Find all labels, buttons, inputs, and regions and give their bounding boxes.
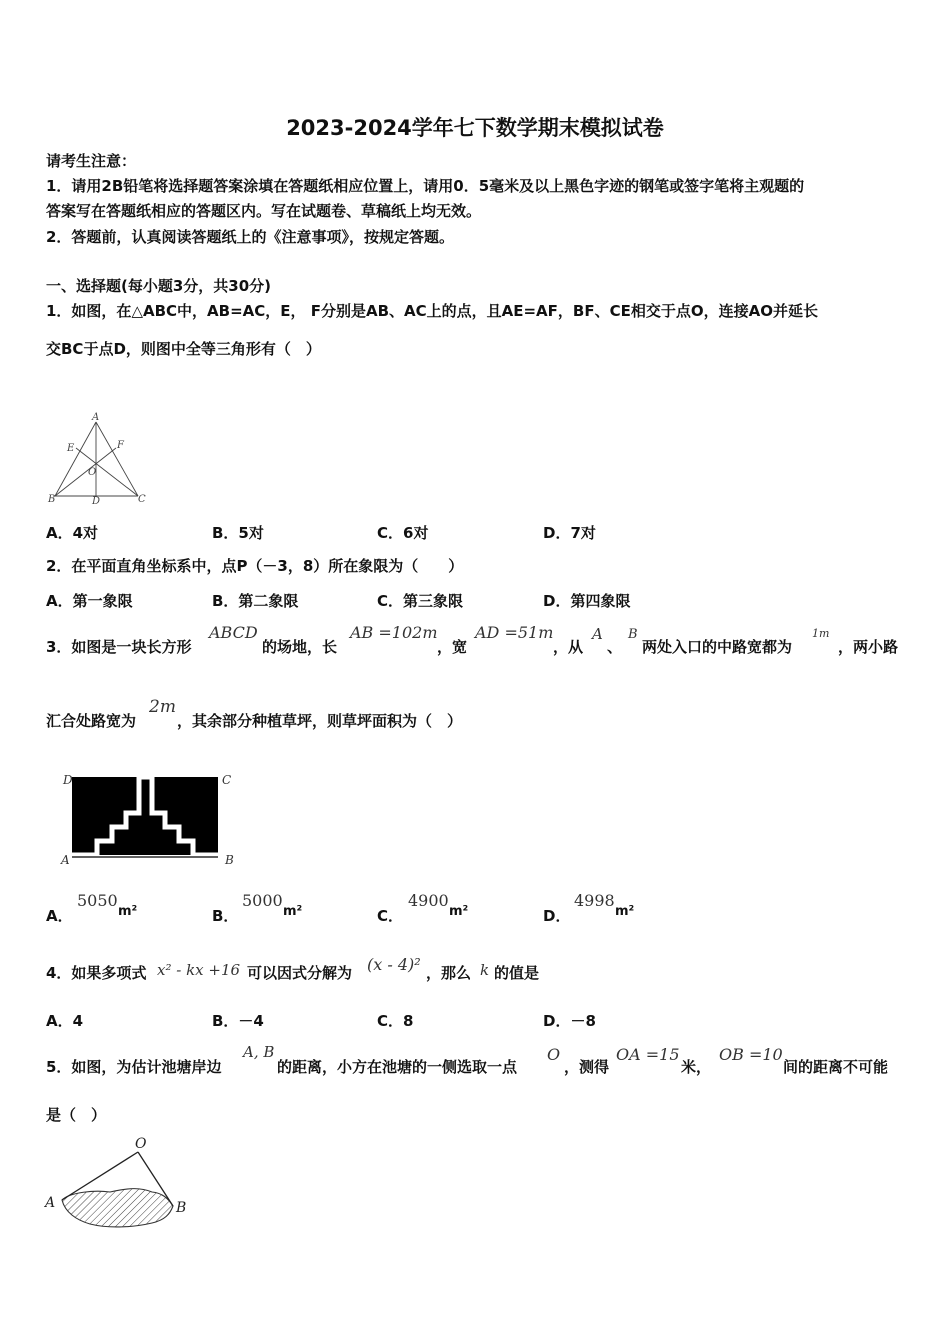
notice-line-2: 2．答题前，认真阅读答题纸上的《注意事项》，按规定答题。 — [46, 228, 454, 246]
q2-option-d[interactable]: D．第四象限 — [543, 592, 631, 610]
q3-option-c-value[interactable]: 4900 — [408, 891, 449, 910]
q3-label-d: D — [63, 773, 73, 787]
q3-option-a-letter[interactable]: A． — [46, 907, 73, 925]
q3-text-5: 、 — [607, 638, 623, 656]
q3-option-b-value[interactable]: 5000 — [242, 891, 283, 910]
q5-text-1: 5．如图，为估计池塘岸边 — [46, 1058, 222, 1076]
q3-math-a: A — [592, 625, 603, 643]
q4-math-k: k — [480, 961, 490, 979]
q1-line-1: 1．如图，在△ABC中，AB=AC，E， F分别是AB、AC上的点，且AE=AF，BF、CE相交于点O，连接AO并延长 — [46, 302, 818, 320]
q1-option-a[interactable]: A．4对 — [46, 524, 99, 542]
q1-option-c[interactable]: C．6对 — [377, 524, 429, 542]
q3-math-width-2: 2m — [149, 697, 176, 717]
q5-text-3: ，测得 — [564, 1058, 610, 1076]
q4-option-d[interactable]: D．－8 — [543, 1012, 596, 1030]
q1-triangle-figure — [48, 412, 158, 507]
q4-text-2: 可以因式分解为 — [247, 964, 353, 982]
q1-label-a: A — [92, 412, 100, 423]
q5-text-5: 间的距离不可能 — [783, 1058, 889, 1076]
q3-text-3: ，宽 — [437, 638, 468, 656]
q3-option-b-letter[interactable]: B． — [212, 907, 239, 925]
page-title: 2023-2024学年七下数学期末模拟试卷 — [286, 116, 664, 140]
q3-label-b: B — [225, 853, 234, 867]
q5-math-ob: OB =10 — [719, 1045, 783, 1064]
q3-text-7: ，两小路 — [838, 638, 899, 656]
q1-label-d: D — [92, 496, 101, 507]
notice-line-1b: 答案写在答题纸相应的答题区内。写在试题卷、草稿纸上均无效。 — [46, 202, 482, 220]
notice-line-1a: 1．请用2B铅笔将选择题答案涂填在答题纸相应位置上，请用0．5毫米及以上黑色字迹的钢笔或签字笔将主观题的 — [46, 177, 805, 195]
q3-text-8: 汇合处路宽为 — [46, 712, 137, 730]
q3-label-c: C — [222, 773, 232, 787]
q3-option-d-value[interactable]: 4998 — [574, 891, 615, 910]
q2-option-a[interactable]: A．第一象限 — [46, 592, 133, 610]
q3-option-c-letter[interactable]: C． — [377, 907, 404, 925]
q3-text-1: 3．如图是一块长方形 — [46, 638, 192, 656]
q1-label-c: C — [138, 494, 146, 505]
q3-text-6: 两处入口的中路宽都为 — [642, 638, 793, 656]
q4-option-b[interactable]: B．－4 — [212, 1012, 264, 1030]
q3-math-ad: AD =51m — [475, 623, 554, 642]
q5-math-o: O — [547, 1045, 561, 1064]
q1-option-b[interactable]: B．5对 — [212, 524, 264, 542]
q4-text-3: ，那么 — [426, 964, 472, 982]
q3-math-ab: AB =102m — [350, 623, 438, 642]
q4-text-1: 4．如果多项式 — [46, 964, 147, 982]
q5-label-a: A — [45, 1195, 56, 1211]
q5-text-4: 米， — [681, 1058, 712, 1076]
q1-line-2: 交BC于点D，则图中全等三角形有（ ） — [46, 340, 321, 358]
q3-option-b-unit: m² — [283, 904, 303, 919]
q2-text: 2．在平面直角坐标系中，点P（－3，8）所在象限为（ ） — [46, 557, 464, 575]
q5-pond — [62, 1189, 173, 1227]
q4-text-4: 的值是 — [494, 964, 540, 982]
q3-lawn-block — [72, 777, 218, 855]
q1-option-d[interactable]: D．7对 — [543, 524, 596, 542]
q1-label-b: B — [48, 494, 56, 505]
q2-option-c[interactable]: C．第三象限 — [377, 592, 464, 610]
notice-heading: 请考生注意： — [46, 152, 137, 170]
q3-text-4: ，从 — [553, 638, 584, 656]
q5-math-ab: A, B — [243, 1043, 275, 1061]
q3-text-9: ，其余部分种植草坪，则草坪面积为（ ） — [177, 712, 463, 730]
q3-option-d-letter[interactable]: D． — [543, 907, 571, 925]
q5-line-2: 是（ ） — [46, 1106, 107, 1124]
q3-option-a-value[interactable]: 5050 — [77, 891, 118, 910]
q3-math-width-1: 1m — [812, 627, 830, 640]
q1-label-o: O — [88, 467, 97, 478]
q3-option-a-unit: m² — [118, 904, 138, 919]
q1-label-f: F — [117, 440, 124, 451]
q3-math-b: B — [628, 627, 638, 642]
q1-label-e: E — [67, 443, 75, 454]
q3-option-d-unit: m² — [615, 904, 635, 919]
q4-option-a[interactable]: A．4 — [46, 1012, 84, 1030]
q3-field-figure — [60, 768, 240, 866]
q5-math-oa: OA =15 — [616, 1045, 680, 1064]
q5-text-2: 的距离，小方在池塘的一侧选取一点 — [277, 1058, 518, 1076]
q3-text-2: 的场地，长 — [262, 638, 338, 656]
q2-option-b[interactable]: B．第二象限 — [212, 592, 299, 610]
q4-math-polynomial: x² - kx +16 — [157, 961, 241, 979]
q3-label-a: A — [61, 853, 70, 867]
q3-option-c-unit: m² — [449, 904, 469, 919]
q4-math-factor: (x - 4)² — [367, 955, 421, 974]
q5-label-b: B — [176, 1200, 187, 1216]
section-heading: 一、选择题(每小题3分，共30分) — [46, 277, 272, 295]
q5-pond-figure — [40, 1132, 200, 1237]
q5-label-o: O — [135, 1136, 147, 1152]
q4-option-c[interactable]: C．8 — [377, 1012, 414, 1030]
q3-math-abcd: ABCD — [209, 623, 258, 642]
